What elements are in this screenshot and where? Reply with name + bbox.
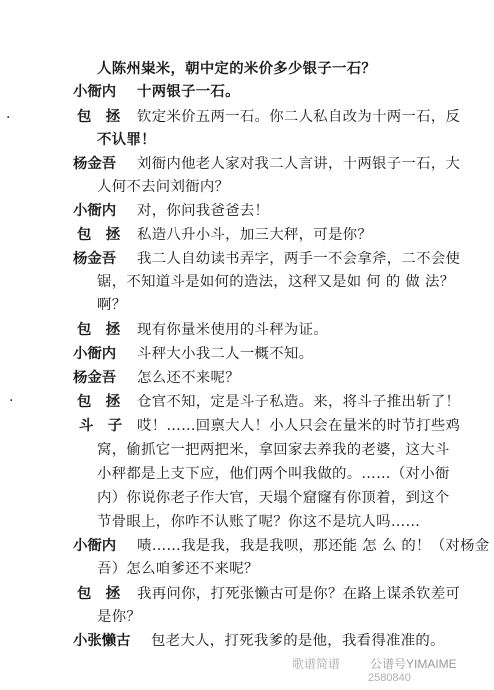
watermark-prefix: 歌谱简谱 <box>292 657 341 671</box>
dialogue-line-12: 现有你量米使用的斗秤为证。 <box>137 322 328 338</box>
dialogue-line-11: 啊？ <box>97 297 127 313</box>
dialogue-line-13: 斗秤大小我二人一概不知。 <box>137 346 314 362</box>
speaker-xiaozhanglangu: 小张懒古 <box>73 632 131 649</box>
speaker-yangjinwu: 杨金吾 <box>73 369 117 386</box>
dialogue-line-16: 哎！……回禀大人！小人只会在量米的时节打些鸡 <box>137 418 461 434</box>
speaker-xiaoyanei: 小衙内 <box>73 202 117 219</box>
dialogue-line-10: 锯，不知道斗是如何的造法，这秤又是如 何 的 做 法？ <box>97 274 455 290</box>
speaker-xiaoyanei: 小衙内 <box>73 345 117 362</box>
dialogue-line-15: 仓官不知，定是斗子私造。来，将斗子推出斩了！ <box>137 394 461 410</box>
watermark-site: 公谱号YIMAIME <box>370 657 457 671</box>
speaker-xiaoyanei: 小衙内 <box>73 83 117 100</box>
speaker-yangjinwu: 杨金吾 <box>73 155 117 172</box>
dialogue-line-8: 私造八升小斗，加三大秤，可是你？ <box>137 227 373 243</box>
dialogue-line-22: 吾）怎么咱爹还不来呢？ <box>97 561 259 577</box>
watermark-number: 2580840 <box>368 672 411 684</box>
dialogue-line-14: 怎么还不来呢？ <box>137 370 240 386</box>
dialogue-line-6: 人何不去问刘衙内？ <box>97 179 230 195</box>
speaker-yangjinwu: 杨金吾 <box>73 250 117 267</box>
dialogue-line-17: 窝，偷抓它一把两把米，拿回家去养我的老婆，这大斗 <box>97 442 450 458</box>
dialogue-line-1: 人陈州粜米，朝中定的米价多少银子一石？ <box>97 60 377 77</box>
dialogue-line-20: 节骨眼上，你咋不认账了呢？你这不是坑人吗…… <box>97 514 421 530</box>
dialogue-line-3: 钦定米价五两一石。你二人私自改为十两一石，反 <box>137 109 461 125</box>
dialogue-line-21: 啧……我是我，我是我呗，那还能 怎 么 的！（对杨金 <box>137 538 490 554</box>
dialogue-line-7: 对，你问我爸爸去！ <box>137 203 270 219</box>
dialogue-line-24: 是你？ <box>97 609 142 625</box>
speaker-baozheng: 包 拯 <box>77 393 121 410</box>
margin-dot-1: · <box>6 110 11 126</box>
speaker-baozheng: 包 拯 <box>77 226 121 243</box>
speaker-xiaoyanei: 小衙内 <box>73 537 117 554</box>
margin-dot-2: · <box>9 393 14 409</box>
dialogue-line-18: 小秤都是上支下应，他们两个叫我做的。……（对小衙 <box>97 466 450 482</box>
dialogue-line-23: 我再问你，打死张懒古可是你？在路上谋杀钦差可 <box>137 586 461 602</box>
speaker-baozheng: 包 拯 <box>77 585 121 602</box>
speaker-baozheng: 包 拯 <box>77 108 121 125</box>
dialogue-line-4: 不认罪！ <box>97 131 156 148</box>
dialogue-line-2: 十两银子一石。 <box>137 83 240 100</box>
dialogue-line-25: 包老大人，打死我爹的是他，我看得准准的。 <box>151 633 445 649</box>
speaker-douzi: 斗 子 <box>79 417 123 434</box>
dialogue-line-9: 我二人自幼读书弄字，两手一不会拿斧，二不会使 <box>137 251 461 267</box>
dialogue-line-19: 内）你说你老子作大官，天塌个窟窿有你顶着，到这个 <box>97 490 450 506</box>
dialogue-line-5: 刘衙内他老人家对我二人言讲，十两银子一石，大 <box>137 156 461 172</box>
speaker-baozheng: 包 拯 <box>77 321 121 338</box>
